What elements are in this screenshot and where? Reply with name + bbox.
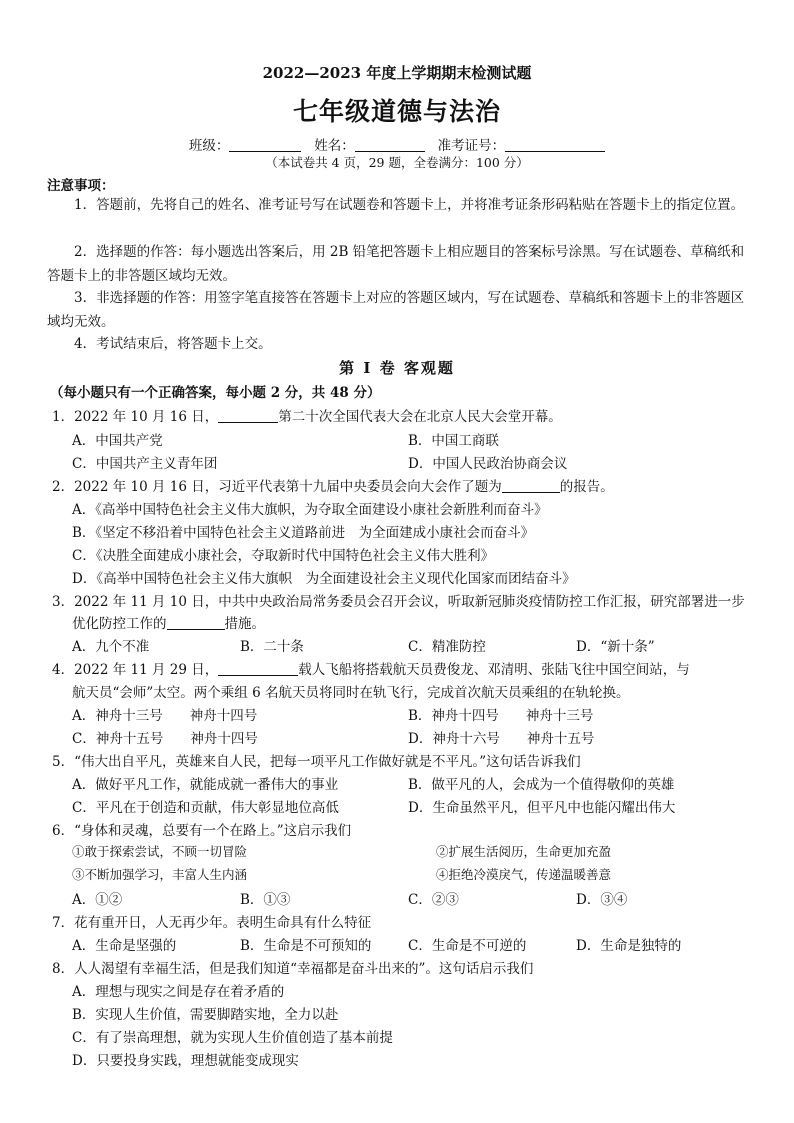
q4-option-d: D．神舟十六号 神舟十五号 (408, 731, 595, 747)
exam-term-title: 2022—2023 年度上学期期末检测试题 (262, 64, 532, 82)
answer-blank (218, 661, 298, 676)
class-label: 班级： (188, 138, 230, 154)
q8-option-a: A．理想与现实之间是存在着矛盾的 (72, 984, 285, 1000)
q7-option-b: B．生命是不可预知的 (240, 938, 372, 954)
answer-blank (167, 615, 225, 630)
question-2-stem: 2．2022 年 10 月 16 日，习近平代表第十九届中央委员会向大会作了题为 的报告。 (52, 479, 614, 495)
q6-statement-3: ③不断加强学习，丰富人生内涵 (72, 867, 248, 882)
q6-option-b: B．①③ (240, 892, 291, 908)
exam-subject-title: 七年级道德与法治 (292, 97, 501, 126)
exam-no-blank (505, 137, 605, 152)
q1-option-b: B．中国工商联 (408, 433, 499, 449)
q8-option-b: B．实现人生价值，需要脚踏实地，全力以赴 (72, 1007, 339, 1023)
q2-option-b: B．《坚定不移沿着中国特色社会主义道路前进 为全面建成小康社会而奋斗》 (72, 525, 535, 541)
question-4-stem: 4．2022 年 11 月 29 日， 载人飞船将搭载航天员费俊龙、邓清明、张陆飞往中国空间站，与 (52, 662, 690, 678)
section-note: （每小题只有一个正确答案，每小题 2 分，共 48 分） (50, 385, 381, 401)
notice-title: 注意事项： (47, 178, 115, 194)
q6-option-c: C．②③ (408, 892, 459, 908)
exam-no-label: 准考证号： (437, 138, 506, 154)
q2-option-c: C．《决胜全面建成小康社会，夺取新时代中国特色社会主义伟大胜利》 (72, 548, 495, 564)
q6-statement-1: ①敢于探索尝试，不顾一切冒险 (72, 844, 248, 859)
question-1-stem: 1．2022 年 10 月 16 日， 第二十次全国代表大会在北京人民大会堂开幕。 (52, 409, 562, 425)
question-7-stem: 7．花有重开日，人无再少年。表明生命具有什么特征 (52, 915, 372, 931)
student-info-line (0, 134, 794, 154)
q1-option-d: D．中国人民政治协商会议 (408, 456, 568, 472)
q7-option-d: D．生命是独特的 (576, 938, 682, 954)
q6-option-a: A．①② (72, 892, 123, 908)
question-4-stem-cont: 航天员“会师”太空。两个乘组 6 名航天员将同时在轨飞行，完成首次航天员乘组的在轨轮换。 (72, 685, 630, 701)
answer-blank (502, 478, 560, 493)
q2-option-d: D．《高举中国特色社会主义伟大旗帜 为全面建设社会主义现代化国家而团结奋斗》 (72, 571, 576, 587)
answer-blank (218, 408, 278, 423)
question-5-stem: 5．“伟大出自平凡，英雄来自人民，把每一项平凡工作做好就是不平凡。”这句话告诉我们 (52, 754, 581, 770)
name-blank (355, 137, 425, 152)
q6-statement-4: ④拒绝冷漠戾气，传递温暖善意 (436, 867, 612, 882)
question-8-stem: 8．人人渴望有幸福生活，但是我们知道“幸福都是奋斗出来的”。这句话启示我们 (52, 961, 534, 977)
q5-option-c: C．平凡在于创造和贡献，伟大彰显地位高低 (72, 800, 339, 816)
q5-option-d: D．生命虽然平凡，但平凡中也能闪耀出伟大 (408, 800, 676, 816)
name-label: 姓名： (314, 138, 355, 154)
exam-info: （本试卷共 4 页，29 题，全卷满分：100 分） (265, 155, 529, 170)
notice-item-1: 1．答题前，先将自己的姓名、准考证号写在试题卷和答题卡上，并将准考证条形码粘贴在答题卡上的指定位置。 (74, 197, 745, 213)
class-blank (229, 137, 301, 152)
q3-option-a: A．九个不准 (72, 639, 150, 655)
q8-option-c: C．有了崇高理想，就为实现人生价值创造了基本前提 (72, 1030, 393, 1046)
q6-statement-2: ②扩展生活阅历，生命更加充盈 (436, 844, 612, 859)
q7-option-c: C．生命是不可逆的 (408, 938, 527, 954)
q5-option-a: A．做好平凡工作，就能成就一番伟大的事业 (72, 777, 339, 793)
q2-option-a: A．《高举中国特色社会主义伟大旗帜，为夺取全面建设小康社会新胜利而奋斗》 (72, 502, 548, 518)
notice-item-4: 4．考试结束后，将答题卡上交。 (74, 336, 272, 352)
q4-option-c: C．神舟十五号 神舟十四号 (72, 731, 258, 747)
notice-item-3: 3．非选择题的作答：用签字笔直接答在答题卡上对应的答题区域内，写在试题卷、草稿纸和答题卡上的非答题区域均无效。 (47, 290, 745, 330)
question-3-stem: 3．2022 年 11 月 10 日，中共中央政治局常务委员会召开会议，听取新冠肺炎疫情防控工作汇报，研究部署进一步 (52, 594, 745, 610)
q7-option-a: A．生命是坚强的 (72, 938, 177, 954)
q4-option-b: B．神舟十四号 神舟十三号 (408, 708, 594, 724)
question-6-stem: 6．“身体和灵魂，总要有一个在路上。”这启示我们 (52, 823, 352, 839)
q1-option-c: C．中国共产主义青年团 (72, 456, 218, 472)
q3-option-c: C．精准防控 (408, 639, 486, 655)
notice-item-2: 2．选择题的作答：每小题选出答案后，用 2B 铅笔把答题卡上相应题目的答案标号涂黑。写在试题卷、草稿纸和答题卡上的非答题区域均无效。 (47, 244, 745, 284)
q3-option-b: B．二十条 (240, 639, 304, 655)
q8-option-d: D．只要投身实践，理想就能变成现实 (72, 1053, 299, 1069)
question-3-stem-cont: 优化防控工作的 措施。 (72, 616, 265, 632)
q5-option-b: B．做平凡的人，会成为一个值得敬仰的英雄 (408, 777, 675, 793)
q6-option-d: D．③④ (576, 892, 628, 908)
q3-option-d: D．“新十条” (576, 639, 655, 655)
q1-option-a: A．中国共产党 (72, 433, 163, 449)
section-title: 第 I 卷 客观题 (339, 359, 455, 377)
q4-option-a: A．神舟十三号 神舟十四号 (72, 708, 258, 724)
